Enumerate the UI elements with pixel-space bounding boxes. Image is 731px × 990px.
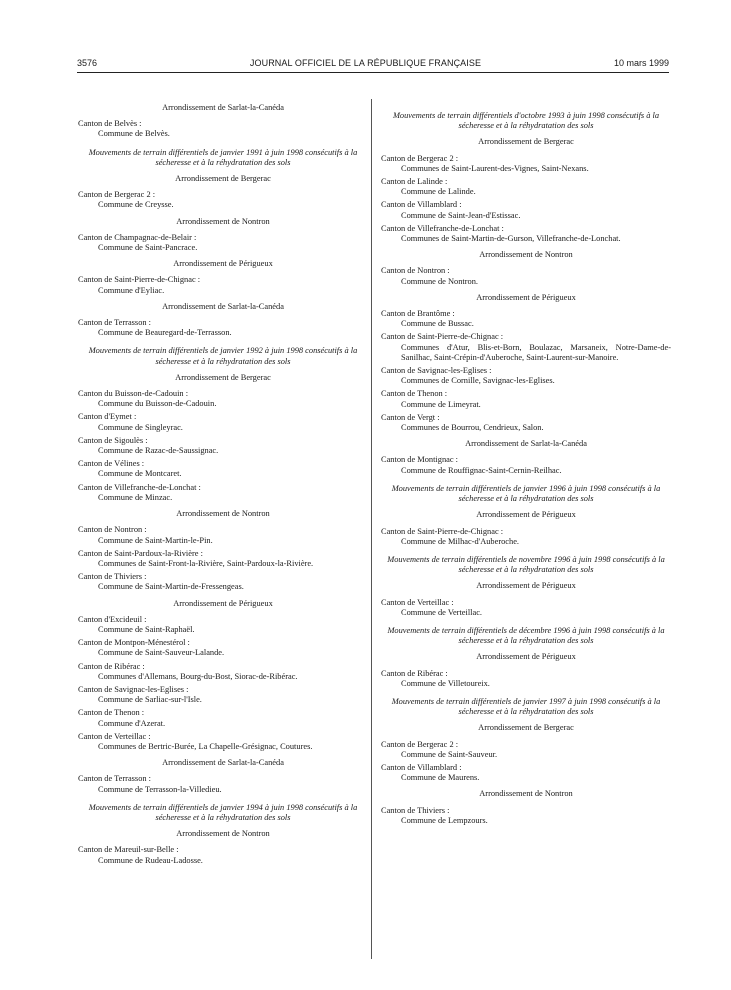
- commune-list: Commune de Rouffignac-Saint-Cernin-Reilhac.: [401, 465, 562, 475]
- commune-list: Commune de Terrasson-la-Villedieu.: [98, 784, 222, 794]
- commune-list: Commune de Saint-Sauveur-Lalande.: [98, 648, 225, 658]
- canton-entry: [78, 774, 368, 794]
- canton-name: Canton de Villamblard :: [381, 200, 462, 210]
- canton-entry: [381, 740, 671, 760]
- canton-name: Canton du Buisson-de-Cadouin :: [78, 389, 189, 399]
- movement-heading: Mouvements de terrain différentiels de janvier 1996 à juin 1998 consécutifs à la sécheresse et à la réhydratation des sols: [391, 483, 661, 504]
- canton-entry: [78, 732, 368, 752]
- commune-list: Commune de Verteillac.: [401, 607, 483, 617]
- commune-list: Communes de Bertric-Burée, La Chapelle-Grésignac, Coutures.: [98, 741, 313, 751]
- canton-entry: [381, 455, 671, 475]
- movement-heading: Mouvements de terrain différentiels de janvier 1997 à juin 1998 consécutifs à la sécheresse et à la réhydratation des sols: [391, 696, 661, 717]
- canton-entry: [381, 389, 671, 409]
- movement-heading: Mouvements de terrain différentiels de décembre 1996 à juin 1998 consécutifs à la sécheresse et à la réhydratation des sols: [387, 625, 665, 646]
- arrondissement-heading: Arrondissement de Nontron: [176, 509, 270, 519]
- commune-list: Commune de Razac-de-Saussignac.: [98, 446, 219, 456]
- movement-heading: Mouvements de terrain différentiels de janvier 1992 à juin 1998 consécutifs à la sécheresse et à la réhydratation des sols: [88, 346, 358, 366]
- canton-name: Canton d'Eymet :: [78, 412, 137, 422]
- canton-entry: [381, 224, 671, 244]
- canton-name: Canton de Belvès :: [78, 119, 142, 129]
- canton-name: Canton de Nontron :: [381, 266, 450, 276]
- arrondissement-heading: Arrondissement de Nontron: [176, 216, 270, 226]
- canton-name: Canton de Saint-Pardoux-la-Rivière :: [78, 548, 203, 558]
- canton-entry: [78, 662, 368, 682]
- canton-name: Canton de Ribérac :: [78, 661, 145, 671]
- movement-heading: Mouvements de terrain différentiels de novembre 1996 à juin 1998 consécutifs à la sécheresse et à la réhydratation des sols: [387, 554, 665, 575]
- canton-entry: [78, 549, 368, 569]
- canton-name: Canton de Vergt :: [381, 412, 440, 422]
- commune-list: Commune de Belvès.: [98, 129, 170, 139]
- canton-name: Canton d'Excideuil :: [78, 614, 147, 624]
- arrondissement-heading: Arrondissement de Périgueux: [173, 259, 273, 269]
- canton-name: Canton de Sigoulès :: [78, 435, 148, 445]
- canton-entry: [78, 190, 368, 210]
- commune-list: Commune de Beauregard-de-Terrasson.: [98, 328, 232, 338]
- commune-list: Commune de Rudeau-Ladosse.: [98, 855, 203, 865]
- commune-list: Commune de Montcaret.: [98, 469, 182, 479]
- canton-entry: [78, 233, 368, 253]
- header-rule: [77, 72, 669, 73]
- arrondissement-heading: Arrondissement de Nontron: [176, 829, 270, 839]
- canton-entry: [78, 638, 368, 658]
- commune-list: Communes de Cornille, Savignac-les-Eglises.: [401, 376, 555, 386]
- canton-name: Canton de Savignac-les-Eglises :: [381, 366, 492, 376]
- commune-list: Commune de Creysse.: [98, 200, 174, 210]
- canton-name: Canton de Montignac :: [381, 455, 458, 465]
- canton-name: Canton de Lalinde :: [381, 177, 448, 187]
- arrondissement-heading: Arrondissement de Bergerac: [175, 372, 271, 382]
- canton-name: Canton de Bergerac 2 :: [78, 190, 156, 200]
- canton-entry: [78, 685, 368, 705]
- canton-name: Canton de Bergerac 2 :: [381, 739, 459, 749]
- arrondissement-heading: Arrondissement de Bergerac: [478, 723, 574, 733]
- commune-list: Commune de Maurens.: [401, 773, 480, 783]
- commune-list: Commune de Saint-Martin-de-Fressengeas.: [98, 582, 244, 592]
- right-column: [381, 103, 671, 826]
- commune-list: Communes d'Atur, Blis-et-Born, Boulazac, Marsaneix, Notre-Dame-de-Sanilhac, Saint-Crépin-d'Auberoche, Saint-Laurent-sur-Manoire.: [401, 342, 671, 362]
- canton-name: Canton de Verteillac :: [78, 731, 151, 741]
- arrondissement-heading: Arrondissement de Périgueux: [173, 598, 273, 608]
- arrondissement-heading: Arrondissement de Périgueux: [476, 292, 576, 302]
- commune-list: Commune de Lalinde.: [401, 187, 476, 197]
- canton-entry: [78, 708, 368, 728]
- canton-name: Canton de Mareuil-sur-Belle :: [78, 845, 179, 855]
- canton-entry: [78, 436, 368, 456]
- commune-list: Commune de Sarliac-sur-l'Isle.: [98, 695, 202, 705]
- canton-entry: [78, 389, 368, 409]
- arrondissement-heading: Arrondissement de Nontron: [479, 250, 573, 260]
- canton-name: Canton de Villamblard :: [381, 762, 462, 772]
- canton-name: Canton de Thiviers :: [381, 805, 450, 815]
- canton-entry: [78, 318, 368, 338]
- commune-list: Commune de Villetoureix.: [401, 678, 490, 688]
- commune-list: Commune d'Azerat.: [98, 718, 166, 728]
- column-divider: [371, 99, 372, 959]
- canton-entry: [381, 200, 671, 220]
- arrondissement-heading: Arrondissement de Bergerac: [175, 174, 271, 184]
- journal-title: JOURNAL OFFICIEL DE LA RÉPUBLIQUE FRANÇAISE: [249, 58, 482, 68]
- commune-list: Commune de Saint-Martin-le-Pin.: [98, 535, 213, 545]
- canton-name: Canton de Montpon-Ménestérol :: [78, 638, 190, 648]
- canton-entry: [381, 527, 671, 547]
- canton-name: Canton de Saint-Pierre-de-Chignac :: [78, 275, 201, 285]
- canton-entry: [381, 763, 671, 783]
- commune-list: Commune de Milhac-d'Auberoche.: [401, 536, 520, 546]
- left-column: [78, 103, 368, 866]
- commune-list: Communes de Bourrou, Cendrieux, Salon.: [401, 423, 544, 433]
- canton-name: Canton de Saint-Pierre-de-Chignac :: [381, 332, 504, 342]
- commune-list: Commune de Singleyrac.: [98, 422, 183, 432]
- canton-name: Canton de Terrasson :: [78, 774, 151, 784]
- canton-entry: [381, 413, 671, 433]
- canton-name: Canton de Thenon :: [78, 708, 145, 718]
- canton-name: Canton de Bergerac 2 :: [381, 153, 459, 163]
- commune-list: Commune de Saint-Raphaël.: [98, 624, 195, 634]
- canton-name: Canton de Villefranche-de-Lonchat :: [78, 482, 201, 492]
- canton-name: Canton de Vélines :: [78, 459, 145, 469]
- arrondissement-heading: Arrondissement de Sarlat-la-Canéda: [162, 301, 284, 311]
- canton-name: Canton de Savignac-les-Eglises :: [78, 684, 189, 694]
- canton-entry: [381, 266, 671, 286]
- arrondissement-heading: Arrondissement de Sarlat-la-Canéda: [162, 103, 284, 112]
- commune-list: Commune de Lempzours.: [401, 815, 488, 825]
- canton-name: Canton de Verteillac :: [381, 597, 454, 607]
- canton-entry: [78, 572, 368, 592]
- canton-entry: [78, 845, 368, 865]
- commune-list: Commune d'Eyliac.: [98, 285, 165, 295]
- commune-list: Commune de Nontron.: [401, 276, 478, 286]
- canton-entry: [381, 332, 671, 363]
- arrondissement-heading: Arrondissement de Périgueux: [476, 510, 576, 520]
- canton-entry: [78, 275, 368, 295]
- arrondissement-heading: Arrondissement de Sarlat-la-Canéda: [465, 439, 587, 449]
- commune-list: Commune de Bussac.: [401, 319, 474, 329]
- commune-list: Commune du Buisson-de-Cadouin.: [98, 399, 217, 409]
- movement-heading: Mouvements de terrain différentiels de janvier 1991 à juin 1998 consécutifs à la sécheresse et à la réhydratation des sols: [88, 147, 358, 167]
- arrondissement-heading: Arrondissement de Périgueux: [476, 581, 576, 591]
- canton-name: Canton de Villefranche-de-Lonchat :: [381, 223, 504, 233]
- canton-entry: [381, 154, 671, 174]
- arrondissement-heading: Arrondissement de Bergerac: [478, 137, 574, 147]
- arrondissement-heading: Arrondissement de Nontron: [479, 789, 573, 799]
- commune-list: Commune de Saint-Jean-d'Estissac.: [401, 210, 521, 220]
- canton-entry: [78, 459, 368, 479]
- commune-list: Commune de Saint-Pancrace.: [98, 243, 198, 253]
- page-number: 3576: [77, 58, 98, 68]
- commune-list: Commune de Saint-Sauveur.: [401, 749, 498, 759]
- canton-entry: [381, 669, 671, 689]
- canton-entry: [381, 598, 671, 618]
- canton-entry: [78, 525, 368, 545]
- arrondissement-heading: Arrondissement de Sarlat-la-Canéda: [162, 758, 284, 768]
- canton-name: Canton de Ribérac :: [381, 668, 448, 678]
- commune-list: Commune de Limeyrat.: [401, 399, 481, 409]
- canton-entry: [381, 177, 671, 197]
- commune-list: Communes d'Allemans, Bourg-du-Bost, Siorac-de-Ribérac.: [98, 671, 298, 681]
- canton-entry: [381, 806, 671, 826]
- canton-name: Canton de Saint-Pierre-de-Chignac :: [381, 526, 504, 536]
- canton-name: Canton de Thiviers :: [78, 572, 147, 582]
- canton-name: Canton de Nontron :: [78, 525, 147, 535]
- canton-entry: [381, 309, 671, 329]
- commune-list: Commune de Minzac.: [98, 492, 173, 502]
- canton-name: Canton de Thenon :: [381, 389, 448, 399]
- arrondissement-heading: Arrondissement de Périgueux: [476, 652, 576, 662]
- canton-entry: [78, 483, 368, 503]
- canton-name: Canton de Terrasson :: [78, 318, 151, 328]
- commune-list: Communes de Saint-Martin-de-Gurson, Villefranche-de-Lonchat.: [401, 234, 621, 244]
- canton-entry: [78, 412, 368, 432]
- canton-name: Canton de Champagnac-de-Belair :: [78, 232, 197, 242]
- commune-list: Communes de Saint-Front-la-Rivière, Saint-Pardoux-la-Rivière.: [98, 558, 314, 568]
- canton-entry: [381, 366, 671, 386]
- movement-heading: Mouvements de terrain différentiels de janvier 1994 à juin 1998 consécutifs à la sécheresse et à la réhydratation des sols: [88, 802, 358, 822]
- canton-entry: [78, 119, 368, 139]
- canton-entry: [78, 615, 368, 635]
- commune-list: Communes de Saint-Laurent-des-Vignes, Saint-Nexans.: [401, 163, 589, 173]
- canton-name: Canton de Brantôme :: [381, 309, 455, 319]
- issue-date: 10 mars 1999: [613, 58, 669, 68]
- movement-heading: Mouvements de terrain différentiels d'octobre 1993 à juin 1998 consécutifs à la sécheresse et à la réhydratation des sols: [392, 111, 660, 131]
